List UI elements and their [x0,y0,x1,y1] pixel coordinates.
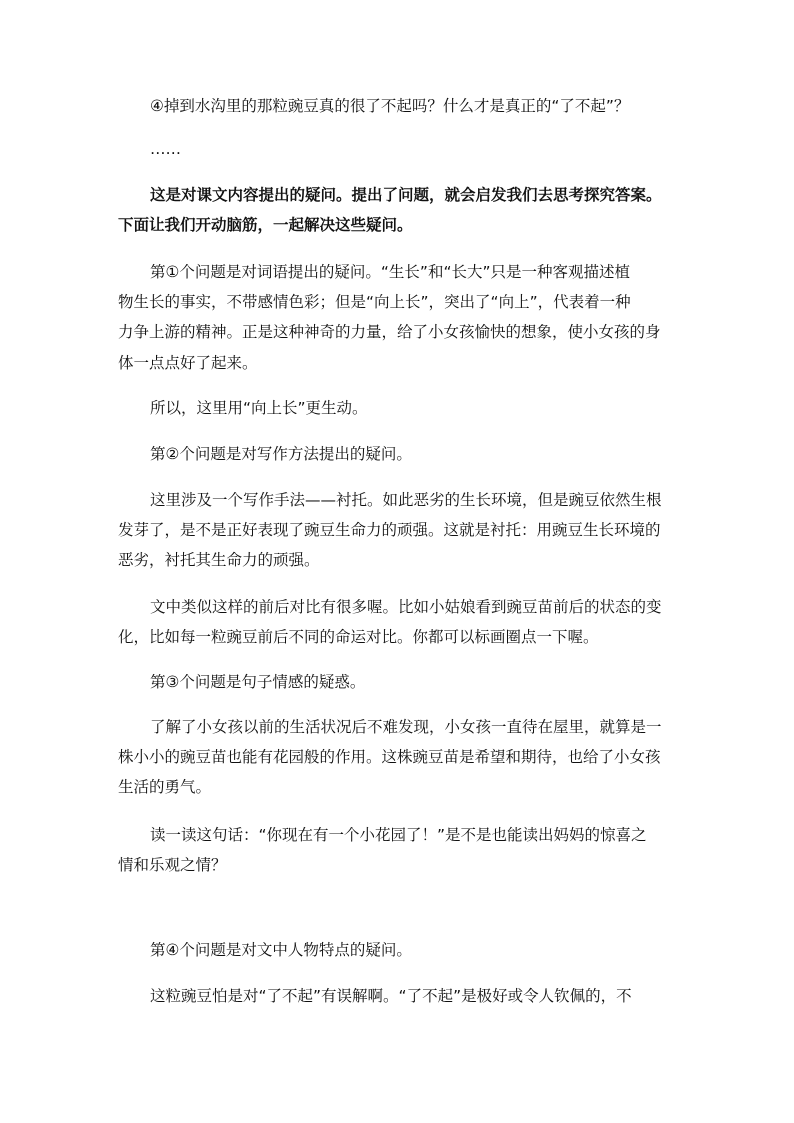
answer-2-extra-line-2: 化，比如每一粒豌豆前后不同的命运对比。你都可以标画圈点一下喔。 [118,628,599,646]
answer-2-line-1: 这里涉及一个写作手法——衬托。如此恶劣的生长环境，但是豌豆依然生根 [150,491,662,509]
answer-1-line-1: 第①个问题是对词语提出的疑问。“生长”和“长大”只是一种客观描述植 [150,263,631,281]
answer-2-heading: 第②个问题是对写作方法提出的疑问。 [150,445,412,463]
answer-1-line-3: 力争上游的精神。正是这种神奇的力量，给了小女孩愉快的想象，使小女孩的身 [118,323,661,341]
answer-2-extra-line-1: 文中类似这样的前后对比有很多喔。比如小姑娘看到豌豆苗前后的状态的变 [150,598,662,616]
answer-1-conclusion: 所以，这里用“向上长”更生动。 [150,399,368,417]
ellipsis-line: …… [150,140,181,158]
answer-4-heading: 第④个问题是对文中人物特点的疑问。 [150,941,412,959]
answer-2-line-3: 恶劣，衬托其生命力的顽强。 [118,551,320,569]
answer-3-reading-line-2: 情和乐观之情？ [118,856,227,874]
answer-4-line-1: 这粒豌豆怕是对“了不起”有误解啊。“了不起”是极好或令人钦佩的，不 [150,987,632,1005]
answer-3-heading: 第③个问题是句子情感的疑惑。 [150,673,366,691]
answer-3-line-2: 株小小的豌豆苗也能有花园般的作用。这株豌豆苗是希望和期待，也给了小女孩 [118,748,661,766]
intro-paragraph-line-1: 这是对课文内容提出的疑问。提出了问题，就会启发我们去思考探究答案。 [150,186,662,204]
answer-1-line-4: 体一点点好了起来。 [118,354,258,372]
answer-3-reading-line-1: 读一读这句话：“你现在有一个小花园了！”是不是也能读出妈妈的惊喜之 [150,826,647,844]
answer-1-line-2: 物生长的事实，不带感情色彩；但是“向上长”，突出了“向上”，代表着一种 [118,293,631,311]
answer-2-line-2: 发芽了，是不是正好表现了豌豆生命力的顽强。这就是衬托：用豌豆生长环境的 [118,521,661,539]
answer-3-line-3: 生活的勇气。 [118,778,212,796]
question-4-line: ④掉到水沟里的那粒豌豆真的很了不起吗？什么才是真正的“了不起”？ [150,97,630,115]
intro-paragraph-line-2: 下面让我们开动脑筋，一起解决这些疑问。 [118,216,413,234]
answer-3-line-1: 了解了小女孩以前的生活状况后不难发现，小女孩一直待在屋里，就算是一 [150,718,662,736]
